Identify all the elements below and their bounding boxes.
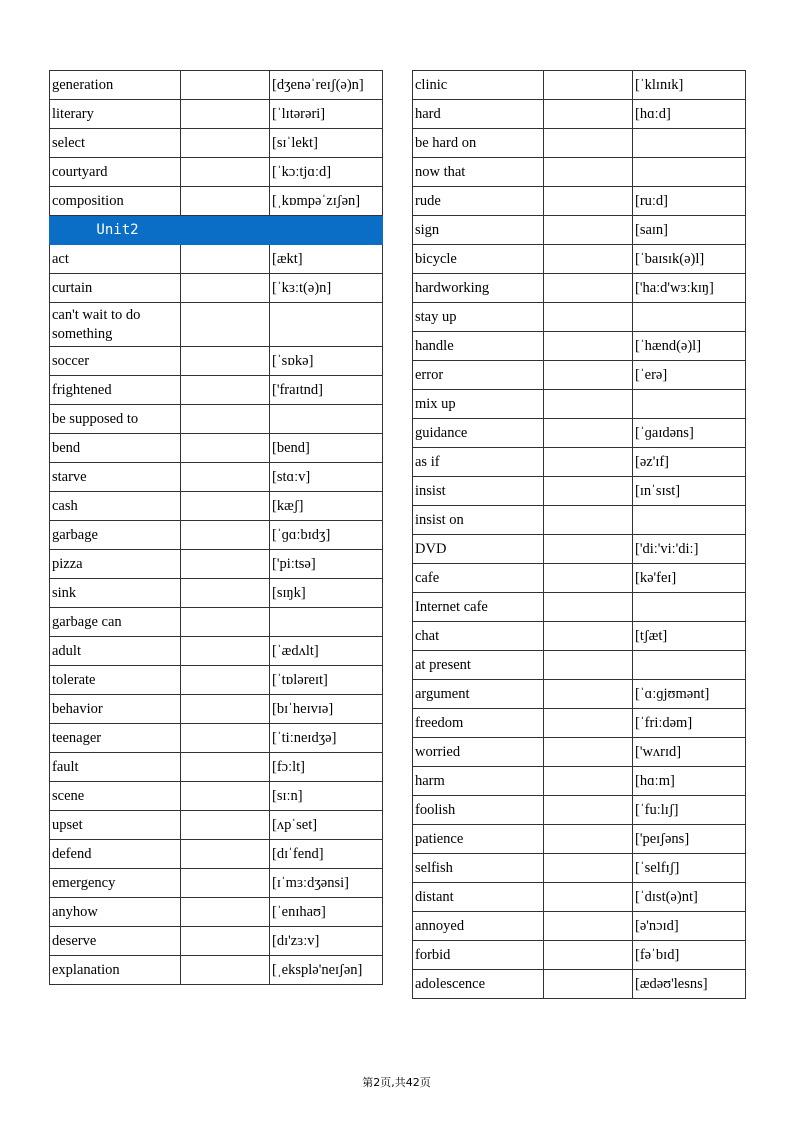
vocab-phonetic bbox=[633, 158, 746, 187]
vocab-word: curtain bbox=[50, 274, 181, 303]
vocab-phonetic: [ˈlɪtərəri] bbox=[270, 100, 383, 129]
vocab-meaning-blank bbox=[544, 970, 633, 999]
vocab-word: bicycle bbox=[413, 245, 544, 274]
vocab-phonetic: [saɪn] bbox=[633, 216, 746, 245]
vocab-meaning-blank bbox=[544, 419, 633, 448]
vocab-phonetic: [ˈɡɑːbɪdʒ] bbox=[270, 521, 383, 550]
vocab-phonetic: [ˈklɪnɪk] bbox=[633, 71, 746, 100]
vocab-row bbox=[50, 158, 383, 187]
vocab-phonetic bbox=[633, 506, 746, 535]
vocab-row bbox=[50, 637, 383, 666]
vocab-row bbox=[413, 796, 746, 825]
vocab-word: upset bbox=[50, 811, 181, 840]
vocab-phonetic: [sɪːn] bbox=[270, 782, 383, 811]
vocab-word: harm bbox=[413, 767, 544, 796]
vocab-phonetic: [ædəʊ'lesns] bbox=[633, 970, 746, 999]
vocab-word: now that bbox=[413, 158, 544, 187]
vocab-row bbox=[413, 825, 746, 854]
vocab-meaning-blank bbox=[181, 245, 270, 274]
vocab-meaning-blank bbox=[544, 796, 633, 825]
vocab-meaning-blank bbox=[544, 100, 633, 129]
vocab-phonetic: [kə'feɪ] bbox=[633, 564, 746, 593]
vocab-word: handle bbox=[413, 332, 544, 361]
vocab-meaning-blank bbox=[181, 434, 270, 463]
vocab-word: literary bbox=[50, 100, 181, 129]
vocab-meaning-blank bbox=[181, 608, 270, 637]
vocab-meaning-blank bbox=[181, 303, 270, 347]
vocab-phonetic: [fəˈbɪd] bbox=[633, 941, 746, 970]
vocab-phonetic: [ˈtiːneɪdʒə] bbox=[270, 724, 383, 753]
vocab-word: adolescence bbox=[413, 970, 544, 999]
vocab-row bbox=[50, 695, 383, 724]
vocab-meaning-blank bbox=[181, 724, 270, 753]
vocab-phonetic bbox=[633, 390, 746, 419]
vocab-row bbox=[50, 463, 383, 492]
vocab-meaning-blank bbox=[544, 361, 633, 390]
vocab-phonetic: [sɪˈlekt] bbox=[270, 129, 383, 158]
vocab-phonetic: [ˌeksplə'neɪʃən] bbox=[270, 956, 383, 985]
vocab-meaning-blank bbox=[544, 129, 633, 158]
vocab-row bbox=[50, 811, 383, 840]
vocab-meaning-blank bbox=[181, 579, 270, 608]
vocab-meaning-blank bbox=[544, 245, 633, 274]
vocab-word: clinic bbox=[413, 71, 544, 100]
vocab-word: composition bbox=[50, 187, 181, 216]
vocab-phonetic: ['haːd'wɜːkɪŋ] bbox=[633, 274, 746, 303]
vocab-row bbox=[50, 434, 383, 463]
vocab-phonetic: [ruːd] bbox=[633, 187, 746, 216]
vocab-row bbox=[413, 506, 746, 535]
vocab-phonetic: [ˈkɜːt(ə)n] bbox=[270, 274, 383, 303]
vocab-row bbox=[413, 593, 746, 622]
vocab-meaning-blank bbox=[544, 738, 633, 767]
vocab-word: be supposed to bbox=[50, 405, 181, 434]
vocab-word: tolerate bbox=[50, 666, 181, 695]
vocab-meaning-blank bbox=[181, 463, 270, 492]
vocab-phonetic: [dɪˈfend] bbox=[270, 840, 383, 869]
vocab-meaning-blank bbox=[544, 854, 633, 883]
vocab-meaning-blank bbox=[181, 811, 270, 840]
vocab-phonetic: [ə'nɔɪd] bbox=[633, 912, 746, 941]
vocab-word: as if bbox=[413, 448, 544, 477]
vocab-row bbox=[413, 854, 746, 883]
vocab-word: generation bbox=[50, 71, 181, 100]
vocab-meaning-blank bbox=[181, 521, 270, 550]
vocab-row bbox=[413, 332, 746, 361]
vocab-row bbox=[50, 927, 383, 956]
vocab-word: insist bbox=[413, 477, 544, 506]
vocab-phonetic: [ækt] bbox=[270, 245, 383, 274]
vocab-word: distant bbox=[413, 883, 544, 912]
vocab-word: hardworking bbox=[413, 274, 544, 303]
vocab-meaning-blank bbox=[544, 593, 633, 622]
vocab-phonetic: [dɪ'zɜːv] bbox=[270, 927, 383, 956]
vocab-meaning-blank bbox=[544, 767, 633, 796]
vocab-word: error bbox=[413, 361, 544, 390]
vocab-word: selfish bbox=[413, 854, 544, 883]
vocab-meaning-blank bbox=[181, 956, 270, 985]
vocab-row bbox=[413, 970, 746, 999]
vocab-word: stay up bbox=[413, 303, 544, 332]
vocab-meaning-blank bbox=[181, 71, 270, 100]
vocab-word: freedom bbox=[413, 709, 544, 738]
vocab-meaning-blank bbox=[544, 680, 633, 709]
vocab-row bbox=[50, 187, 383, 216]
vocab-phonetic: [dʒenəˈreɪʃ(ə)n] bbox=[270, 71, 383, 100]
vocab-meaning-blank bbox=[544, 390, 633, 419]
vocab-word: sink bbox=[50, 579, 181, 608]
vocab-word: cash bbox=[50, 492, 181, 521]
vocab-meaning-blank bbox=[544, 274, 633, 303]
vocab-row bbox=[413, 187, 746, 216]
vocab-meaning-blank bbox=[544, 187, 633, 216]
vocab-meaning-blank bbox=[181, 405, 270, 434]
vocab-row bbox=[50, 71, 383, 100]
vocab-word: garbage can bbox=[50, 608, 181, 637]
vocab-word: pizza bbox=[50, 550, 181, 579]
vocab-phonetic: [ɪnˈsɪst] bbox=[633, 477, 746, 506]
vocab-row bbox=[413, 245, 746, 274]
vocab-word: annoyed bbox=[413, 912, 544, 941]
vocab-row bbox=[413, 71, 746, 100]
vocab-word: insist on bbox=[413, 506, 544, 535]
vocab-phonetic: [ˈbaɪsɪk(ə)l] bbox=[633, 245, 746, 274]
vocab-phonetic: [kæʃ] bbox=[270, 492, 383, 521]
vocab-meaning-blank bbox=[181, 666, 270, 695]
vocab-meaning-blank bbox=[544, 622, 633, 651]
vocab-phonetic: [ˈenɪhaʊ] bbox=[270, 898, 383, 927]
vocab-word: worried bbox=[413, 738, 544, 767]
vocab-word: chat bbox=[413, 622, 544, 651]
vocab-row bbox=[413, 390, 746, 419]
vocab-meaning-blank bbox=[544, 216, 633, 245]
vocab-word: defend bbox=[50, 840, 181, 869]
vocab-row bbox=[50, 129, 383, 158]
vocab-row bbox=[50, 550, 383, 579]
vocab-row bbox=[413, 622, 746, 651]
vocab-meaning-blank bbox=[181, 129, 270, 158]
vocab-word: be hard on bbox=[413, 129, 544, 158]
vocab-word: teenager bbox=[50, 724, 181, 753]
vocab-meaning-blank bbox=[544, 883, 633, 912]
vocab-row bbox=[50, 608, 383, 637]
vocab-row bbox=[50, 753, 383, 782]
vocab-meaning-blank bbox=[544, 303, 633, 332]
vocab-word: bend bbox=[50, 434, 181, 463]
vocab-word: explanation bbox=[50, 956, 181, 985]
vocab-phonetic: [ˈselfɪʃ] bbox=[633, 854, 746, 883]
vocab-row bbox=[413, 361, 746, 390]
vocab-meaning-blank bbox=[181, 347, 270, 376]
vocab-phonetic: [ˈerə] bbox=[633, 361, 746, 390]
vocab-row bbox=[413, 274, 746, 303]
vocab-phonetic bbox=[633, 593, 746, 622]
vocab-phonetic: [ˈfuːlɪʃ] bbox=[633, 796, 746, 825]
vocab-meaning-blank bbox=[181, 274, 270, 303]
vocab-word: rude bbox=[413, 187, 544, 216]
vocab-row bbox=[413, 158, 746, 187]
vocab-meaning-blank bbox=[544, 158, 633, 187]
vocab-word: emergency bbox=[50, 869, 181, 898]
vocab-phonetic bbox=[633, 651, 746, 680]
vocab-phonetic: [ˈkɔːtjɑːd] bbox=[270, 158, 383, 187]
vocab-phonetic: [sɪŋk] bbox=[270, 579, 383, 608]
vocab-row bbox=[413, 709, 746, 738]
vocab-table-right-body bbox=[413, 71, 746, 999]
vocab-phonetic: [ˈɑːɡjʊmənt] bbox=[633, 680, 746, 709]
vocab-meaning-blank bbox=[544, 535, 633, 564]
vocab-phonetic bbox=[270, 303, 383, 347]
vocab-row bbox=[50, 840, 383, 869]
vocab-meaning-blank bbox=[544, 941, 633, 970]
vocab-row bbox=[50, 376, 383, 405]
vocab-word: frightened bbox=[50, 376, 181, 405]
vocab-phonetic: ['fraɪtnd] bbox=[270, 376, 383, 405]
vocab-word: adult bbox=[50, 637, 181, 666]
vocab-row bbox=[50, 898, 383, 927]
vocab-meaning-blank bbox=[544, 448, 633, 477]
vocab-phonetic bbox=[270, 405, 383, 434]
vocab-phonetic: [ˈædʌlt] bbox=[270, 637, 383, 666]
vocab-meaning-blank bbox=[181, 376, 270, 405]
vocab-phonetic bbox=[270, 608, 383, 637]
vocab-word: mix up bbox=[413, 390, 544, 419]
vocab-meaning-blank bbox=[181, 187, 270, 216]
vocab-phonetic: [ɪˈmɜːdʒənsi] bbox=[270, 869, 383, 898]
vocab-meaning-blank bbox=[544, 477, 633, 506]
vocab-phonetic: [hɑːd] bbox=[633, 100, 746, 129]
vocab-row bbox=[50, 782, 383, 811]
vocab-row bbox=[50, 521, 383, 550]
vocab-phonetic: [əz'ɪf] bbox=[633, 448, 746, 477]
vocab-meaning-blank bbox=[544, 651, 633, 680]
vocab-word: foolish bbox=[413, 796, 544, 825]
vocab-word: at present bbox=[413, 651, 544, 680]
vocab-phonetic: ['wʌrɪd] bbox=[633, 738, 746, 767]
vocab-meaning-blank bbox=[181, 637, 270, 666]
unit-title: Unit2 bbox=[96, 221, 139, 238]
vocab-word: garbage bbox=[50, 521, 181, 550]
vocab-phonetic: ['piːtsə] bbox=[270, 550, 383, 579]
vocab-row bbox=[50, 666, 383, 695]
vocab-word: argument bbox=[413, 680, 544, 709]
vocab-row bbox=[413, 535, 746, 564]
vocab-meaning-blank bbox=[544, 506, 633, 535]
vocab-row bbox=[50, 274, 383, 303]
vocab-word: fault bbox=[50, 753, 181, 782]
vocab-table-left-body bbox=[50, 71, 383, 985]
vocab-row bbox=[413, 883, 746, 912]
vocab-row bbox=[413, 448, 746, 477]
vocab-row bbox=[50, 100, 383, 129]
vocab-row bbox=[50, 347, 383, 376]
vocab-phonetic: ['diː'viː'diː] bbox=[633, 535, 746, 564]
unit-header-row bbox=[50, 216, 383, 245]
vocab-meaning-blank bbox=[544, 564, 633, 593]
vocab-row bbox=[413, 129, 746, 158]
vocab-phonetic: [bend] bbox=[270, 434, 383, 463]
vocab-word: sign bbox=[413, 216, 544, 245]
vocab-row bbox=[413, 564, 746, 593]
unit-header-cell bbox=[50, 216, 383, 245]
vocab-row bbox=[413, 216, 746, 245]
vocab-phonetic: [stɑːv] bbox=[270, 463, 383, 492]
vocab-row bbox=[50, 303, 383, 347]
vocab-meaning-blank bbox=[544, 709, 633, 738]
vocab-word: hard bbox=[413, 100, 544, 129]
vocab-phonetic: ['peɪʃəns] bbox=[633, 825, 746, 854]
vocab-word: Internet cafe bbox=[413, 593, 544, 622]
vocab-word: forbid bbox=[413, 941, 544, 970]
vocab-meaning-blank bbox=[181, 753, 270, 782]
vocab-word: soccer bbox=[50, 347, 181, 376]
vocab-meaning-blank bbox=[544, 71, 633, 100]
vocab-row bbox=[413, 767, 746, 796]
vocab-row bbox=[413, 100, 746, 129]
vocab-meaning-blank bbox=[181, 158, 270, 187]
vocab-meaning-blank bbox=[181, 695, 270, 724]
vocab-word: guidance bbox=[413, 419, 544, 448]
vocab-meaning-blank bbox=[544, 332, 633, 361]
vocab-row bbox=[50, 579, 383, 608]
vocab-phonetic: [ˈdɪst(ə)nt] bbox=[633, 883, 746, 912]
vocab-phonetic bbox=[633, 129, 746, 158]
vocab-row bbox=[413, 477, 746, 506]
vocab-meaning-blank bbox=[181, 840, 270, 869]
vocab-row bbox=[413, 680, 746, 709]
vocab-phonetic: [ˈfriːdəm] bbox=[633, 709, 746, 738]
vocab-row bbox=[50, 724, 383, 753]
vocab-word: DVD bbox=[413, 535, 544, 564]
vocab-meaning-blank bbox=[181, 898, 270, 927]
vocab-meaning-blank bbox=[181, 100, 270, 129]
vocab-phonetic: [ˈsɒkə] bbox=[270, 347, 383, 376]
vocab-phonetic: [hɑːm] bbox=[633, 767, 746, 796]
vocab-phonetic: [ˈtɒləreɪt] bbox=[270, 666, 383, 695]
vocab-row bbox=[50, 492, 383, 521]
vocab-row bbox=[50, 956, 383, 985]
vocab-meaning-blank bbox=[181, 869, 270, 898]
page-number: 第2页,共42页 bbox=[362, 1076, 431, 1089]
vocab-meaning-blank bbox=[181, 782, 270, 811]
vocab-phonetic: [ˌkɒmpəˈzɪʃən] bbox=[270, 187, 383, 216]
vocab-row bbox=[50, 405, 383, 434]
vocab-row bbox=[413, 651, 746, 680]
vocab-word: courtyard bbox=[50, 158, 181, 187]
vocab-meaning-blank bbox=[181, 927, 270, 956]
vocab-row bbox=[413, 419, 746, 448]
vocab-row bbox=[50, 869, 383, 898]
vocab-phonetic bbox=[633, 303, 746, 332]
vocab-word: deserve bbox=[50, 927, 181, 956]
vocab-word: anyhow bbox=[50, 898, 181, 927]
vocab-word: cafe bbox=[413, 564, 544, 593]
vocab-word: behavior bbox=[50, 695, 181, 724]
vocab-phonetic: [bɪˈheɪvɪə] bbox=[270, 695, 383, 724]
vocab-phonetic: [ˈɡaɪdəns] bbox=[633, 419, 746, 448]
vocab-table-right bbox=[412, 70, 746, 999]
vocab-meaning-blank bbox=[181, 492, 270, 521]
vocab-meaning-blank bbox=[181, 550, 270, 579]
vocab-phonetic: [fɔːlt] bbox=[270, 753, 383, 782]
vocab-meaning-blank bbox=[544, 912, 633, 941]
vocab-row bbox=[413, 912, 746, 941]
vocab-phonetic: [tʃæt] bbox=[633, 622, 746, 651]
vocab-phonetic: [ˈhænd(ə)l] bbox=[633, 332, 746, 361]
vocab-table-left bbox=[49, 70, 383, 985]
vocab-word: patience bbox=[413, 825, 544, 854]
vocab-word: scene bbox=[50, 782, 181, 811]
vocab-row bbox=[50, 245, 383, 274]
vocab-word: select bbox=[50, 129, 181, 158]
vocab-row bbox=[413, 941, 746, 970]
vocab-row bbox=[413, 738, 746, 767]
vocab-meaning-blank bbox=[544, 825, 633, 854]
vocab-word: act bbox=[50, 245, 181, 274]
vocab-word: can't wait to do something bbox=[50, 303, 181, 347]
vocab-word: starve bbox=[50, 463, 181, 492]
vocab-phonetic: [ʌpˈset] bbox=[270, 811, 383, 840]
vocab-row bbox=[413, 303, 746, 332]
